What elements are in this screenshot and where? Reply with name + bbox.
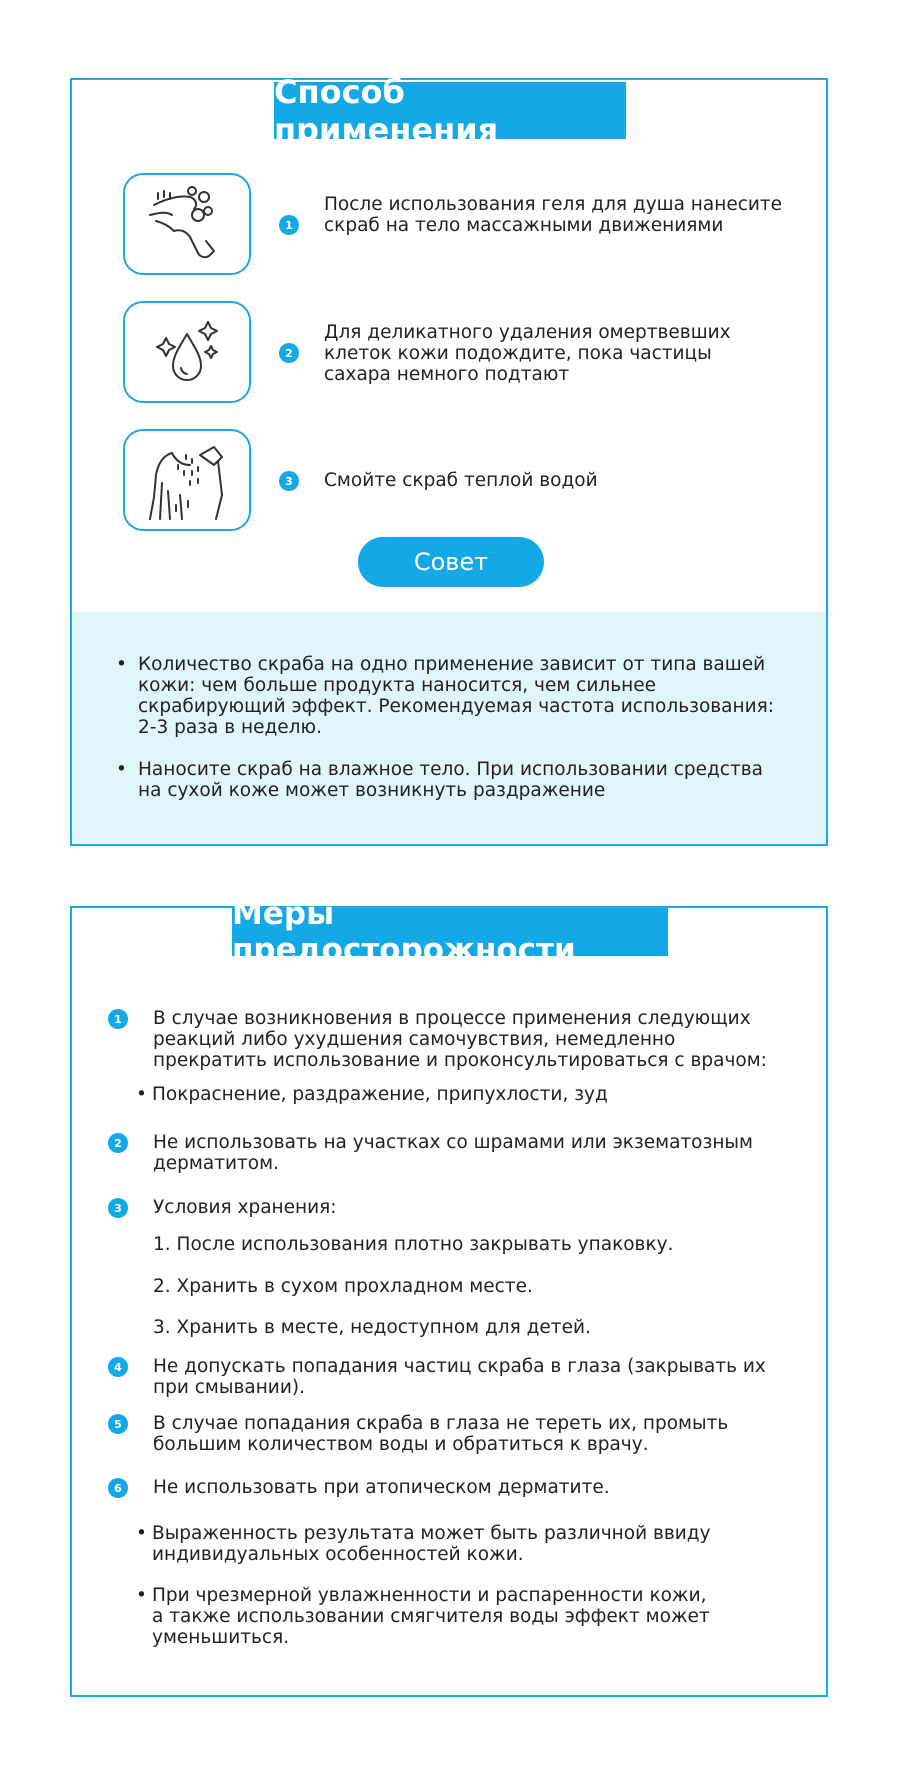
step-number-badge: 2 [279,343,299,363]
usage-step-1 [72,173,826,277]
precaution-text: Не использовать при атопическом дерматите. [153,1477,610,1498]
precautions-title: Меры предосторожности [232,908,668,956]
tips-section [72,612,826,844]
result-note: • Выраженность результата может быть различной ввиду индивидуальных особенностей кожи. [136,1523,716,1565]
precaution-text: Не использовать на участках со шрамами или экзематозным дерматитом. [153,1132,753,1174]
result-note: • При чрезмерной увлажненности и распаренности кожи, а также использовании смягчителя воды эффект может уменьшиться. [136,1585,716,1648]
precaution-text: Не допускать попадания частиц скраба в глаза (закрывать их при смывании). [153,1356,766,1398]
step-number-badge: 3 [279,471,299,491]
usage-step-2 [72,301,826,405]
step-text: Для деликатного удаления омертвевших клеток кожи подождите, пока частицы сахара немного подтают [324,322,731,385]
reaction-bullet: • Покраснение, раздражение, припухлости, зуд [136,1084,776,1105]
precaution-text: В случае возникновения в процессе применения следующих реакций либо ухудшения самочувствия, немедленно прекратить использование и проконсультироваться с врачом: [153,1008,767,1071]
precaution-text: Условия хранения: [153,1197,337,1218]
usage-title: Способ применения [274,82,626,139]
usage-step-3 [72,429,826,533]
water-drop-sparkle-icon [123,301,251,403]
storage-item: 1. После использования плотно закрывать упаковку. [153,1234,674,1255]
advice-button[interactable]: Совет [358,537,544,587]
tip-item: • Количество скраба на одно применение зависит от типа вашей кожи: чем больше продукта наносится, чем сильнее скрабирующий эффект. Рекомендуемая частота использования: 2-3 раза в неделю. [116,654,776,738]
precaution-number-badge: 1 [108,1009,128,1029]
step-text: После использования геля для душа нанесите скраб на тело массажными движениями [324,194,783,236]
precaution-number-badge: 3 [108,1198,128,1218]
storage-item: 2. Хранить в сухом прохладном месте. [153,1276,533,1297]
storage-item: 3. Хранить в месте, недоступном для детей. [153,1317,591,1338]
usage-panel [70,72,828,846]
step-text: Смойте скраб теплой водой [324,470,598,491]
shower-rinse-icon [123,429,251,531]
precaution-number-badge: 2 [108,1133,128,1153]
precaution-number-badge: 4 [108,1357,128,1377]
tip-item: • Наносите скраб на влажное тело. При использовании средства на сухой коже может возникнуть раздражение [116,759,776,801]
massage-hand-icon [123,173,251,275]
precaution-number-badge: 6 [108,1478,128,1498]
precaution-text: В случае попадания скраба в глаза не тереть их, промыть большим количеством воды и обратиться к врачу. [153,1413,729,1455]
step-number-badge: 1 [279,215,299,235]
precautions-panel [70,896,828,1697]
precaution-number-badge: 5 [108,1414,128,1434]
